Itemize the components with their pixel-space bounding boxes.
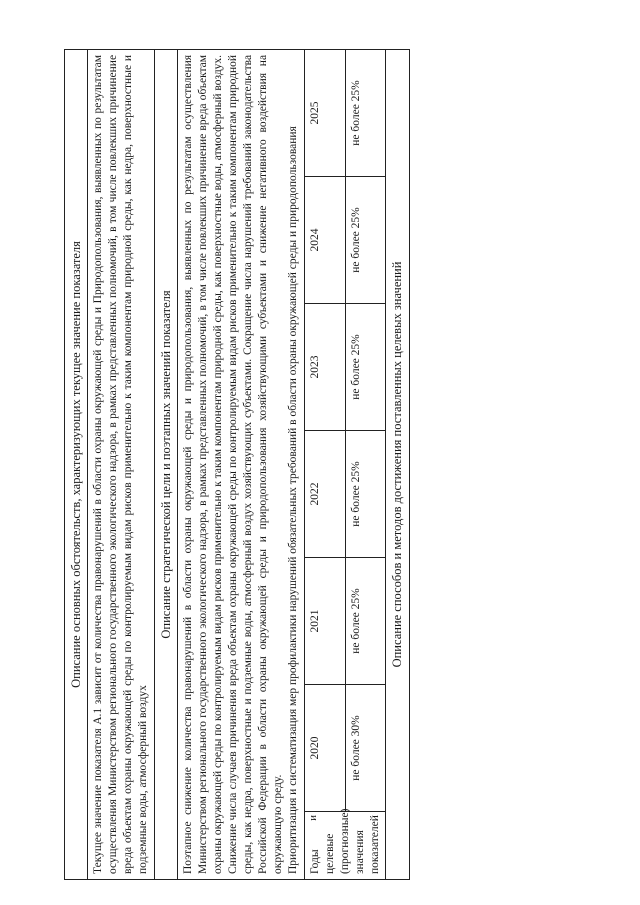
target-value-2025: не более 25% [345, 49, 386, 176]
indicator-table [64, 49, 410, 880]
section-text-strategic-goal [178, 49, 305, 879]
section-heading-strategic-goal: Описание стратегической цели и поэтапных значений показателя [155, 49, 178, 879]
target-value-2020: не более 30% [345, 685, 386, 812]
target-value-2021: не более 25% [345, 558, 386, 685]
target-values-label: целевые (прогнозные) значения показателей [323, 808, 381, 874]
strategic-goal-paragraph-2: Приоритизация и систематизация мер профилактики нарушений обязательных требований в области охраны окружающей среды и природопользования [286, 126, 299, 874]
rotated-document-page [64, 50, 572, 880]
year-2025: 2025 [304, 49, 345, 176]
section-heading-methods: Описание способов и методов достижения поставленных целевых значений [386, 49, 409, 879]
year-2021: 2021 [304, 558, 345, 685]
years-target-label-cell [304, 808, 386, 880]
year-2024: 2024 [304, 177, 345, 304]
year-2020: 2020 [304, 685, 345, 812]
year-2023: 2023 [304, 304, 345, 431]
years-label: Годы [308, 849, 321, 874]
target-value-2023: не более 25% [345, 304, 386, 431]
section-heading-circumstances: Описание основных обстоятельств, характеризующих текущее значение показателя [65, 49, 88, 879]
strategic-goal-paragraph-1: Поэтапное снижение количества правонарушений в области охраны окружающей среды и природопользования, выявленных по результатам осуществления Министерством регионального государственного экологического надзора, в рамках представленных полномочий, в том числе повлекших причинение вреда объектам охраны окружающей среды по контролируемым видам рисков применительно к таким компонентам природной среды, как поверхностные воды, атмосферный воздух. Снижение числа случаев причинения вреда объектам охраны окружающей среды по контролируемым видам рисков применительно к таким компонентам природной среды, как недра, поверхностные и подземные воды, атмосферный воздух хозяйствующих субъектами. Сокращение числа нарушений требований законодательства Российской Федерации в области охраны окружающей среды и природопользования хозяйствующими субъектами и снижение негативного воздействия на окружающую среду. [182, 54, 284, 874]
target-value-2022: не более 25% [345, 431, 386, 558]
year-2022: 2022 [304, 431, 345, 558]
section-text-circumstances: Текущее значение показателя А.1 зависит от количества правонарушений в области охраны окружающей среды и Природопользования, выявленных по результатам осуществления Министерством регионального государственного экологического надзора, в рамках представленных полномочий, в том числе повлекших причинение вреда объектам охраны окружающей среды по контролируемым видам рисков применительно к таким компонентам природной среды, как недра, поверхностные и подземные воды, атмосферный воздух [88, 49, 155, 879]
years-suffix: и [306, 815, 319, 821]
target-value-2024: не более 25% [345, 177, 386, 304]
